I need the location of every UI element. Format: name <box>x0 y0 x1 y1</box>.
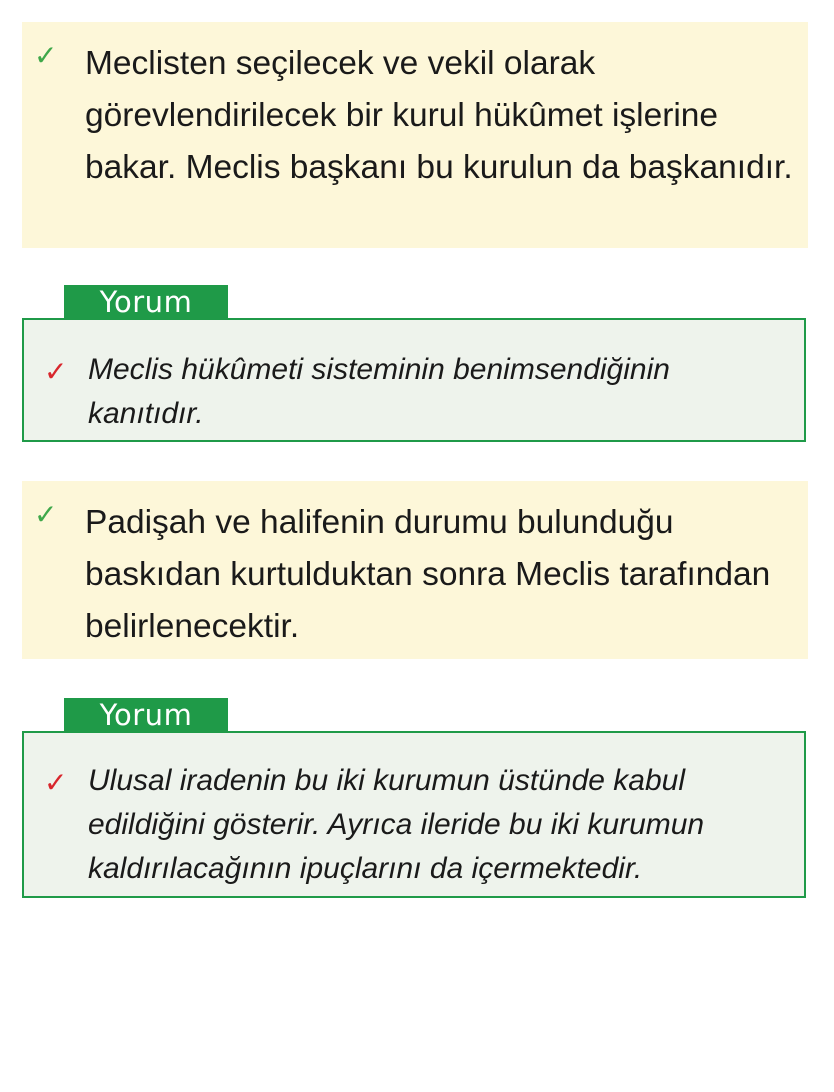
statement-box-2 <box>22 481 808 659</box>
comment-label: Yorum <box>99 698 193 732</box>
tick-icon: ✓ <box>44 356 68 387</box>
comment-box-2 <box>22 698 806 898</box>
comment-text: Ulusal iradenin bu iki kurumun üstünde kabul edildiğini gösterir. Ayrıca ileride bu iki kurumun kaldırılacağının ipuçlarını da içermektedir. <box>88 764 705 885</box>
comment-label: Yorum <box>99 285 193 319</box>
tick-icon: ✓ <box>44 767 68 798</box>
comment-box-1 <box>22 285 806 442</box>
statement-text: Meclisten seçilecek ve vekil olarak görevlendirilecek bir kurul hükûmet işlerine bakar. Meclis başkanı bu kurulun da başkanıdır. <box>85 45 793 186</box>
comment-tag <box>64 285 228 319</box>
statement-box-1 <box>22 22 808 248</box>
check-icon: ✓ <box>34 499 58 530</box>
comment-text: Meclis hükûmeti sisteminin benimsendiğinin kanıtıdır. <box>88 353 670 430</box>
check-icon: ✓ <box>34 40 58 71</box>
comment-tag <box>64 698 228 732</box>
statement-text: Padişah ve halifenin durumu bulunduğu baskıdan kurtulduktan sonra Meclis tarafından belirlenecektir. <box>85 504 771 645</box>
